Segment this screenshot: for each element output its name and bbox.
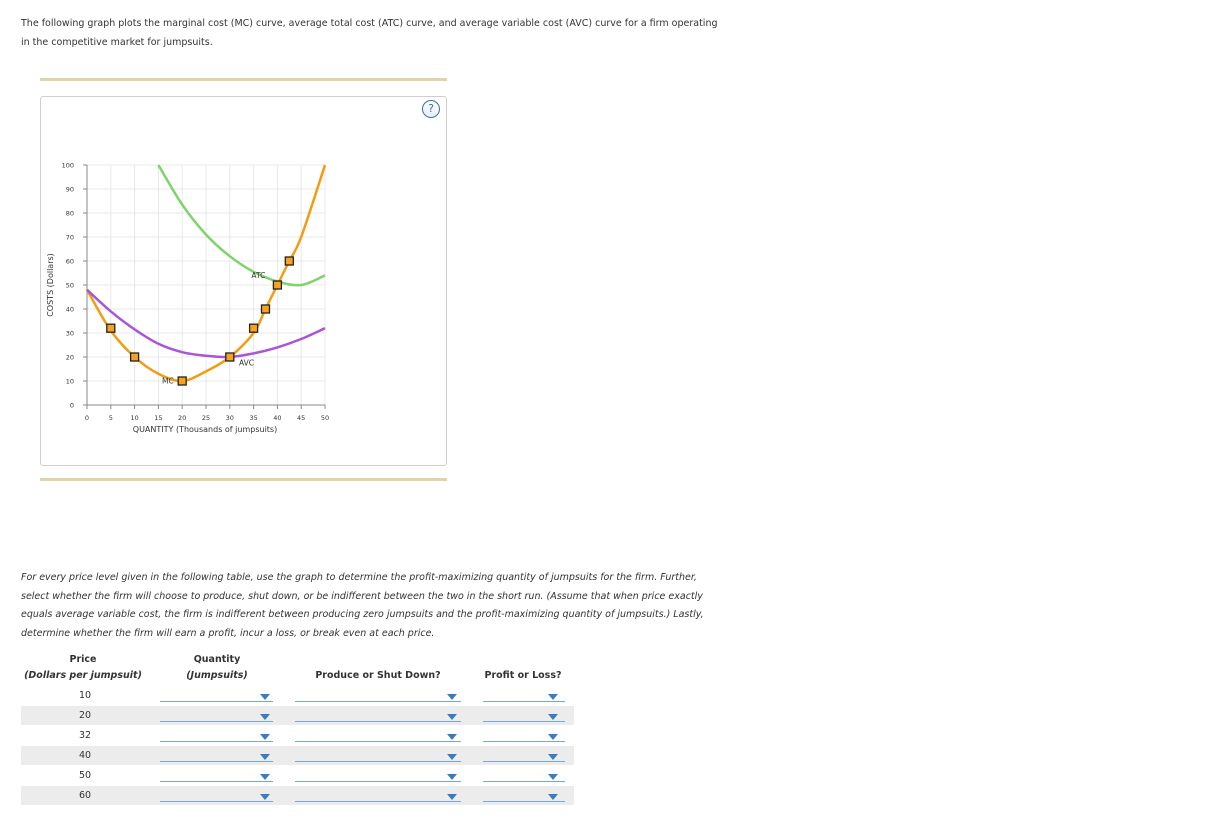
dropdown-arrow-icon[interactable]: [260, 774, 270, 780]
price-header-unit: (Dollars per jumpsuit): [24, 670, 142, 681]
quantity-header-label: Quantity: [193, 654, 241, 665]
quantity-header-unit: (Jumpsuits): [186, 670, 248, 681]
x-tick-label: 50: [320, 414, 330, 422]
dropdown-arrow-icon[interactable]: [260, 734, 270, 740]
dropdown-arrow-icon[interactable]: [447, 734, 457, 740]
y-tick-label: 100: [61, 161, 74, 170]
price-cell: 32: [78, 730, 92, 741]
decision-dropdown[interactable]: [295, 709, 461, 722]
y-tick-label: 10: [65, 377, 74, 386]
price-cell: 20: [78, 710, 92, 721]
price-cell: 50: [78, 770, 92, 781]
y-tick-label: 50: [65, 281, 74, 290]
x-tick-label: 15: [154, 414, 163, 422]
curve-label-avc: AVC: [238, 358, 254, 368]
y-tick-label: 90: [65, 185, 74, 194]
quantity-header: [165, 654, 269, 681]
y-tick-label: 40: [65, 305, 74, 314]
dropdown-arrow-icon[interactable]: [447, 714, 457, 720]
draggable-point[interactable]: [131, 353, 139, 361]
price-cell: 60: [78, 790, 92, 801]
top-divider: [40, 78, 447, 81]
y-tick-label: 70: [65, 233, 74, 242]
quantity-dropdown[interactable]: [160, 789, 273, 802]
y-tick-label: 60: [65, 257, 74, 266]
decision-header: Produce or Shut Down?: [315, 670, 441, 681]
y-tick-label: 20: [65, 353, 74, 362]
x-tick-label: 30: [225, 414, 234, 422]
quantity-dropdown[interactable]: [160, 749, 273, 762]
y-tick-label: 0: [69, 401, 74, 410]
price-cell: 40: [78, 750, 92, 761]
dropdown-arrow-icon[interactable]: [260, 714, 270, 720]
y-axis-label: COSTS (Dollars): [46, 253, 55, 317]
dropdown-arrow-icon[interactable]: [548, 734, 558, 740]
dropdown-arrow-icon[interactable]: [447, 694, 457, 700]
dropdown-arrow-icon[interactable]: [548, 694, 558, 700]
dropdown-arrow-icon[interactable]: [447, 794, 457, 800]
dropdown-arrow-icon[interactable]: [447, 754, 457, 760]
x-tick-label: 25: [201, 414, 211, 422]
price-cell: 10: [78, 690, 92, 701]
draggable-point[interactable]: [250, 324, 258, 332]
decision-dropdown[interactable]: [295, 689, 461, 702]
quantity-dropdown[interactable]: [160, 769, 273, 782]
profit-header: Profit or Loss?: [484, 670, 562, 681]
instructions-text: For every price level given in the following table, use the graph to determine the profit-maximizing quantity of jumpsuits for the firm. Further, select whether the firm will choose to produce, shut down, or be indifferent between the two in the short run. (Assume that when price exactly equals average variable cost, the firm is indifferent between producing zero jumpsuits and the profit-maximizing quantity of jumpsuits.) Lastly, determine whether the firm will earn a profit, incur a loss, or break even at each price.: [21, 572, 704, 639]
curve-label-atc: ATC: [251, 270, 266, 280]
dropdown-arrow-icon[interactable]: [548, 794, 558, 800]
price-header: [21, 654, 145, 681]
dropdown-arrow-icon[interactable]: [447, 774, 457, 780]
curve-atc: [158, 165, 325, 285]
draggable-point[interactable]: [262, 305, 270, 313]
draggable-point[interactable]: [178, 377, 186, 385]
quantity-dropdown[interactable]: [160, 709, 273, 722]
price-header-label: Price: [69, 654, 97, 665]
quantity-dropdown[interactable]: [160, 689, 273, 702]
help-icon[interactable]: ?: [422, 100, 440, 118]
x-tick-label: 40: [273, 414, 282, 422]
dropdown-arrow-icon[interactable]: [260, 794, 270, 800]
decision-dropdown[interactable]: [295, 749, 461, 762]
x-tick-label: 0: [84, 414, 90, 422]
y-tick-label: 80: [65, 209, 74, 218]
x-tick-label: 10: [130, 414, 139, 422]
curve-label-mc: MC: [162, 376, 174, 386]
decision-dropdown[interactable]: [295, 729, 461, 742]
decision-dropdown[interactable]: [295, 769, 461, 782]
draggable-point[interactable]: [273, 281, 281, 289]
x-tick-label: 5: [108, 414, 113, 422]
quantity-dropdown[interactable]: [160, 729, 273, 742]
draggable-point[interactable]: [107, 324, 115, 332]
intro-text: The following graph plots the marginal cost (MC) curve, average total cost (ATC) curve, and average variable cost (AVC) curve for a firm operating in the competitive market for jumpsuits.: [21, 18, 718, 48]
dropdown-arrow-icon[interactable]: [260, 694, 270, 700]
dropdown-arrow-icon[interactable]: [548, 774, 558, 780]
draggable-point[interactable]: [226, 353, 234, 361]
dropdown-arrow-icon[interactable]: [548, 754, 558, 760]
bottom-divider: [40, 478, 447, 481]
x-tick-label: 35: [249, 414, 258, 422]
decision-dropdown[interactable]: [295, 789, 461, 802]
dropdown-arrow-icon[interactable]: [548, 714, 558, 720]
cost-curves-chart: [40, 96, 446, 466]
x-axis-label: QUANTITY (Thousands of jumpsuits): [132, 425, 278, 434]
y-tick-label: 30: [65, 329, 74, 338]
x-tick-label: 45: [297, 414, 306, 422]
dropdown-arrow-icon[interactable]: [260, 754, 270, 760]
x-tick-label: 20: [178, 414, 187, 422]
draggable-point[interactable]: [285, 257, 293, 265]
